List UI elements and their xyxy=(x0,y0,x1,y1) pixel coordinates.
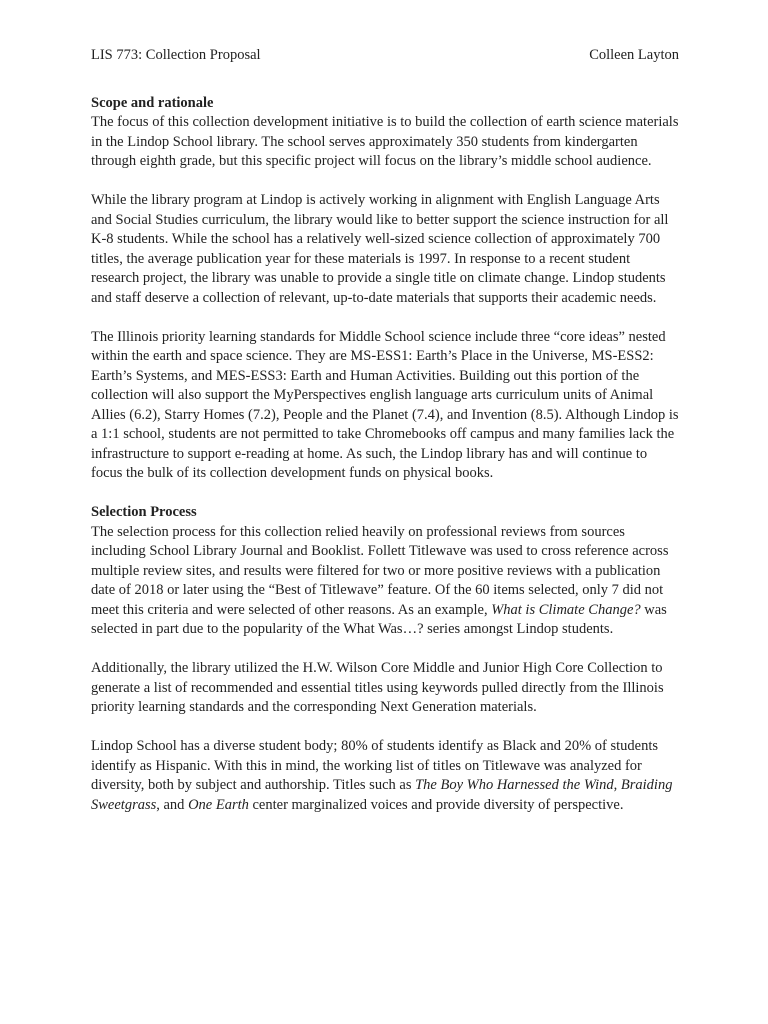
selection-p3-tail: center marginalized voices and provide diversity of perspective. xyxy=(248,796,624,813)
selection-p3-text: Lindop School has a diverse student body; 80% of students identify as Black and 20% of students identify as Hispanic. With this in mind, the working list of titles on Titlewave was analyzed for diversity, both by subject and authorship. Titles such as xyxy=(91,738,659,793)
course-title: LIS 773: Collection Proposal xyxy=(91,47,261,63)
book-title: One Earth xyxy=(188,796,249,813)
selection-p1-text: The selection process for this collection relied heavily on professional reviews from sources including School Library Journal and Booklist. Follett Titlewave was used to cross reference across multiple review sites, and results were filtered for two or more positive reviews with a publication date of 2018 or later using the “Best of Titlewave” feature. Of the 60 items selected, only 7 did not meet this criteria and were selected of other reasons. As an example, xyxy=(91,523,669,618)
separator: , xyxy=(613,777,621,793)
document-page xyxy=(91,46,681,835)
author-name: Colleen Layton xyxy=(589,47,679,63)
scope-paragraph-1: The focus of this collection development initiative is to build the collection of earth science materials in the Lindop School library. The school serves approximately 350 students from kindergarten through eighth grade, but this specific project will focus on the library’s middle school audience. xyxy=(91,114,679,169)
selection-paragraph-2: Additionally, the library utilized the H.W. Wilson Core Middle and Junior High Core Collection to generate a list of recommended and essential titles using keywords pulled directly from the Illinois priority learning standards and the corresponding Next Generation materials. xyxy=(91,660,664,715)
book-title: Braiding Sweetgrass xyxy=(91,777,673,813)
book-title: The Boy Who Harnessed the Wind xyxy=(415,777,614,793)
scope-paragraph-2: While the library program at Lindop is actively working in alignment with English Language Arts and Social Studies curriculum, the library would like to better support the science instruction for all K-8 students. While the school has a relatively well-sized science collection of approximately 700 titles, the average publication year for these materials is 1997. In response to a recent student research project, the library was unable to provide a single title on climate change. Lindop students and staff deserve a collection of relevant, up-to-date materials that supports their academic needs. xyxy=(91,192,669,306)
book-title: What is Climate Change? xyxy=(491,601,641,618)
scope-section xyxy=(91,94,681,484)
page-header xyxy=(91,46,679,66)
selection-section xyxy=(91,503,681,815)
selection-paragraph-3 xyxy=(91,737,681,815)
selection-paragraph-1 xyxy=(91,523,681,640)
scope-paragraph-3: The Illinois priority learning standards for Middle School science include three “core ideas” nested within the earth and space science. They are MS-ESS1: Earth’s Place in the Universe, MS-ESS2: Earth’s Systems, and MES-ESS3: Earth and Human Activities. Building out this portion of the collection will also support the MyPerspectives english language arts curriculum units of Animal Allies (6.2), Starry Homes (7.2), People and the Planet (7.4), and Invention (8.5). Although Lindop is a 1:1 school, students are not permitted to take Chromebooks off campus and many families lack the infrastructure to support e-reading at home. As such, the Lindop library has and will continue to focus the bulk of its collection development funds on physical books. xyxy=(91,328,679,481)
selection-heading: Selection Process xyxy=(91,504,197,520)
scope-heading: Scope and rationale xyxy=(91,94,214,111)
separator: , and xyxy=(156,796,189,813)
selection-p1-tail: was selected in part due to the popularity of the What Was…? series amongst Lindop students. xyxy=(91,601,667,637)
